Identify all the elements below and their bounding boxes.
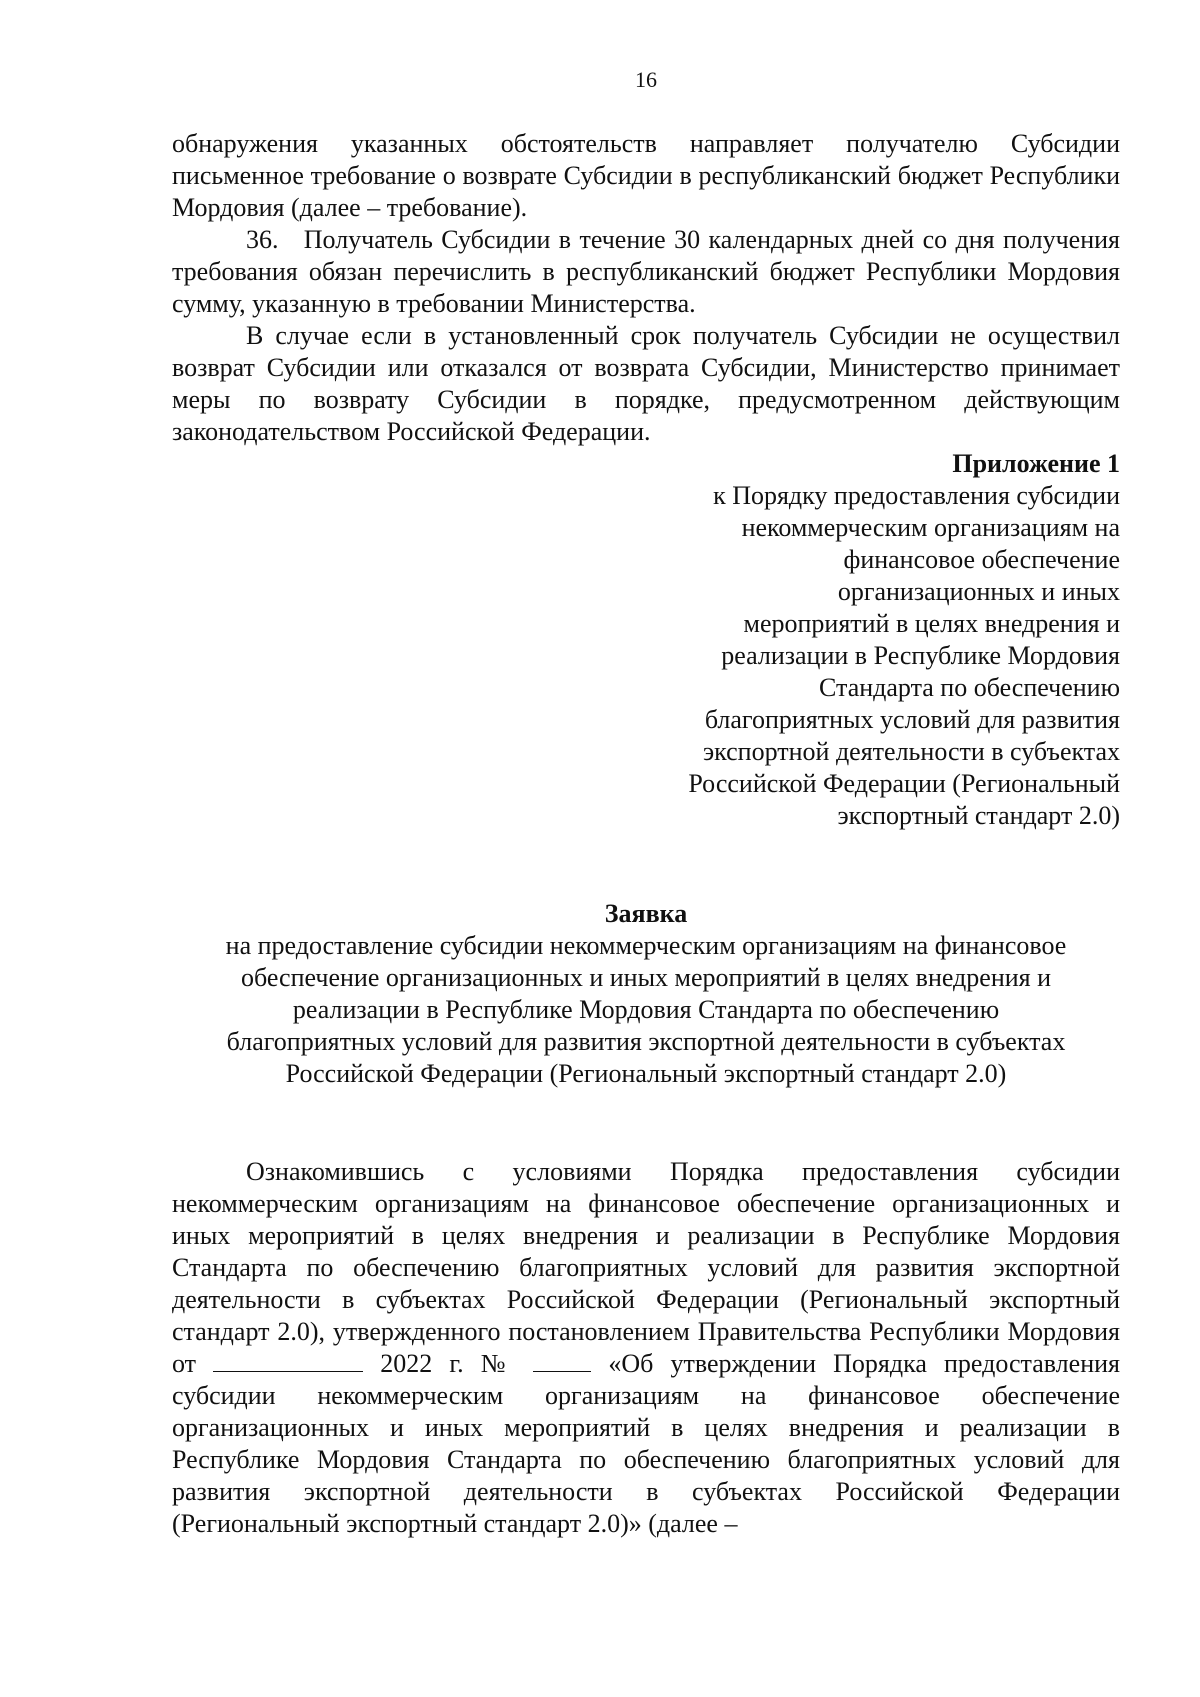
page-number: 16 — [635, 67, 657, 92]
body-text-part-1: Ознакомившись с условиями Порядка предоставления субсидии некоммерческим организациям на финансовое обеспечение организационных и иных мероприятий в целях внедрения и реализации в Республике Мордовия Стандарта по обеспечению благоприятных условий для развития экспортной деятельности в субъектах Российской Федерации (Региональный экспортный стандарт 2.0), утвержденного постановлением Правительства Республики Мордовия от — [172, 1157, 1120, 1378]
number-blank-field — [533, 1349, 591, 1372]
document-page — [172, 66, 1127, 1540]
paragraph-refund-case: В случае если в установленный срок получатель Субсидии не осуществил возврат Субсидии или отказался от возврата Субсидии, Министерство принимает меры по возврату Субсидии в порядке, предусмотренном действующим законодательством Российской Федерации. — [172, 321, 1120, 446]
appendix-line: мероприятий в целях внедрения и — [743, 609, 1120, 638]
date-blank-field — [213, 1349, 363, 1372]
appendix-line: Российской Федерации (Региональный — [688, 769, 1120, 798]
appendix-title: Приложение 1 — [952, 449, 1120, 478]
appendix-line: Стандарта по обеспечению — [819, 673, 1120, 702]
appendix-line: экспортной деятельности в субъектах — [703, 737, 1120, 766]
appendix-reference — [172, 480, 1120, 832]
appendix-line: к Порядку предоставления субсидии — [713, 481, 1120, 510]
application-subtitle-line: реализации в Республике Мордовия Стандарта по обеспечению — [292, 995, 1000, 1024]
appendix-line: финансовое обеспечение — [843, 545, 1120, 574]
application-subtitle-line: обеспечение организационных и иных мероприятий в целях внедрения и — [240, 963, 1052, 992]
application-subtitle — [172, 930, 1120, 1090]
appendix-line: благоприятных условий для развития — [704, 705, 1120, 734]
appendix-line: реализации в Республике Мордовия — [721, 641, 1120, 670]
application-body-paragraph — [172, 1156, 1120, 1540]
intro-paragraph: обнаружения указанных обстоятельств направляет получателю Субсидии письменное требование о возврате Субсидии в республиканский бюджет Республики Мордовия (далее – требование). — [172, 129, 1120, 222]
application-subtitle-line: благоприятных условий для развития экспортной деятельности в субъектах — [226, 1027, 1066, 1056]
application-title: Заявка — [604, 899, 688, 928]
appendix-line: организационных и иных — [837, 577, 1120, 606]
body-text-part-3: «Об утверждении Порядка предоставления субсидии некоммерческим организациям на финансовое обеспечение организационных и иных мероприятий в целях внедрения и реализации в Республике Мордовия Стандарта по обеспечению благоприятных условий для развития экспортной деятельности в субъектах Российской Федерации (Региональный экспортный стандарт 2.0)» (далее – — [172, 1349, 1120, 1538]
body-text-part-2: 2022 г. № — [363, 1349, 534, 1378]
appendix-line: экспортный стандарт 2.0) — [837, 801, 1120, 830]
application-subtitle-line: на предоставление субсидии некоммерческим организациям на финансовое — [225, 931, 1067, 960]
appendix-line: некоммерческим организациям на — [741, 513, 1120, 542]
application-subtitle-line: Российской Федерации (Региональный экспортный стандарт 2.0) — [285, 1059, 1007, 1088]
paragraph-36: 36. Получатель Субсидии в течение 30 календарных дней со дня получения требования обязан перечислить в республиканский бюджет Республики Мордовия сумму, указанную в требовании Министерства. — [172, 225, 1127, 318]
